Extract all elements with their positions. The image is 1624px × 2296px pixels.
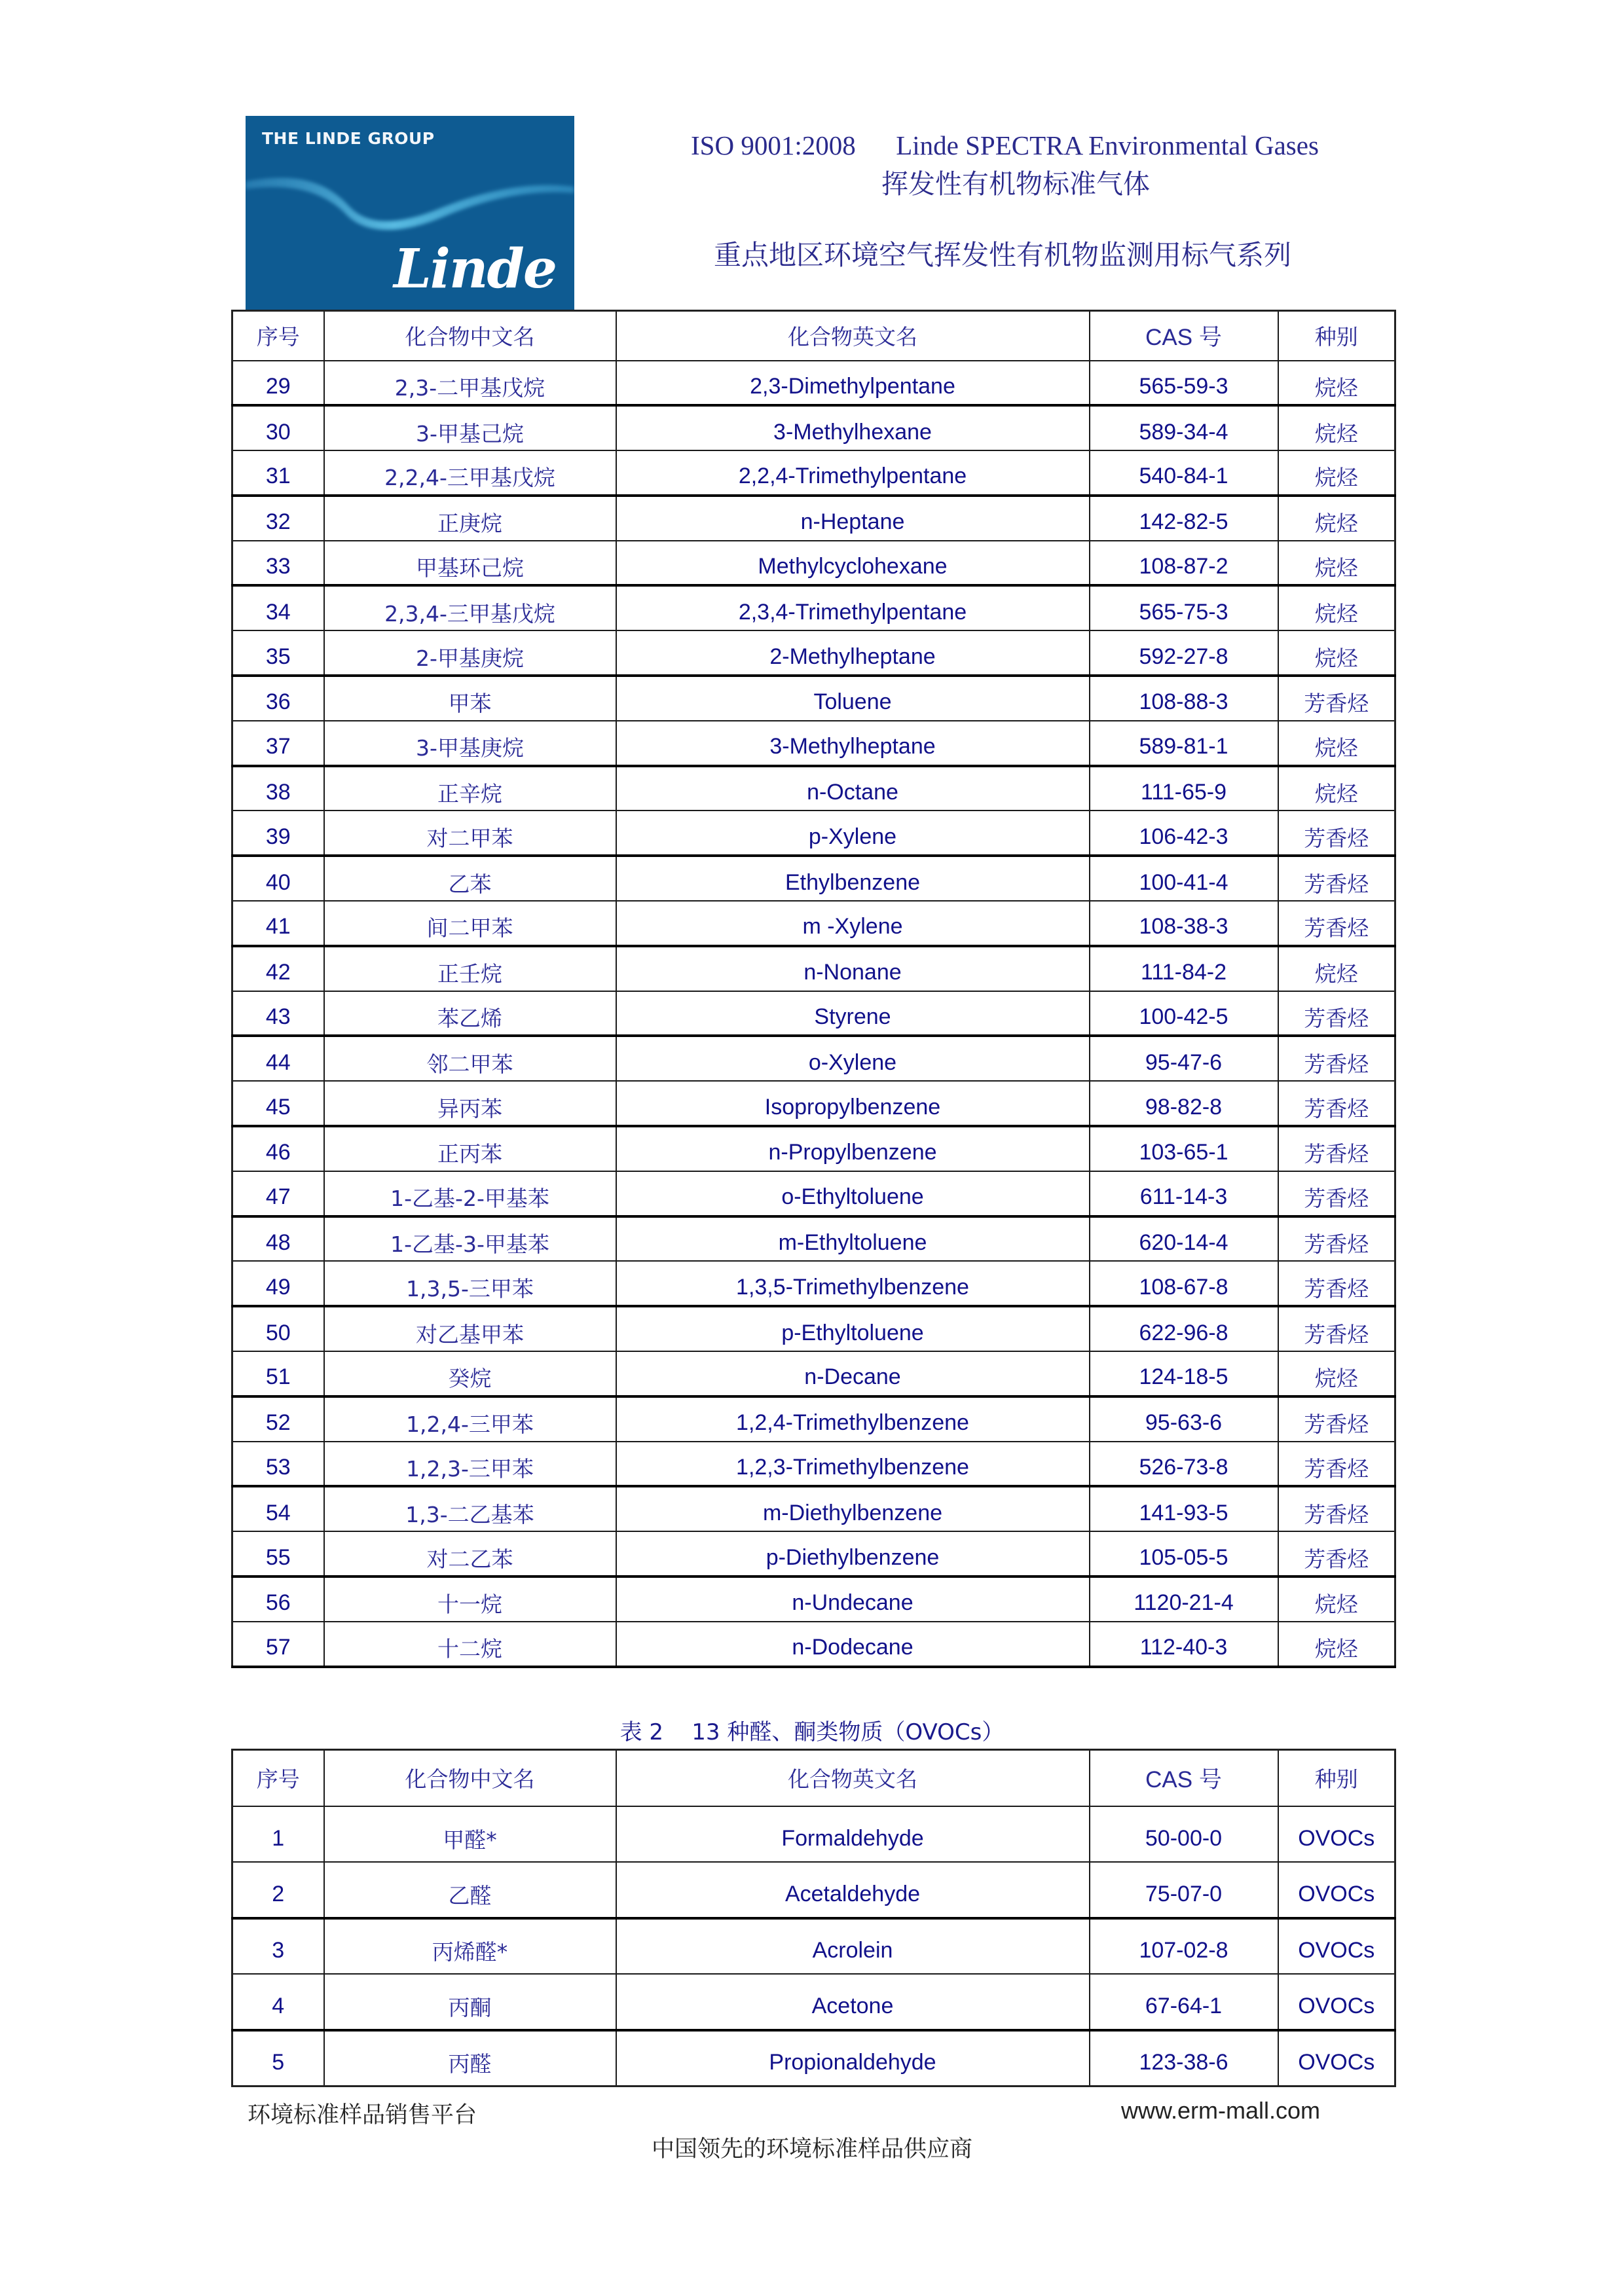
table-row: [232, 856, 1395, 901]
cell-english-name: Acetaldehyde: [616, 1862, 1090, 1918]
cell-number: 55: [232, 1531, 324, 1576]
cell-chinese-name: 丙醛: [324, 2030, 616, 2086]
column-header-no: 序号: [232, 1750, 324, 1806]
cell-number: 40: [232, 856, 324, 901]
cell-chinese-name: 乙醛: [324, 1862, 616, 1918]
cell-cas-number: 620-14-4: [1090, 1216, 1278, 1262]
cell-cas-number: 592-27-8: [1090, 630, 1278, 676]
cell-chinese-name: 2-甲基庚烷: [324, 630, 616, 676]
cell-chinese-name: 正辛烷: [324, 766, 616, 811]
table-row: [232, 1081, 1395, 1126]
cell-english-name: 2,2,4-Trimethylpentane: [616, 450, 1090, 496]
cell-category: 芳香烃: [1278, 811, 1395, 856]
footer-website-link[interactable]: www.erm-mall.com: [1121, 2097, 1321, 2124]
cell-number: 47: [232, 1171, 324, 1216]
cell-english-name: p-Xylene: [616, 811, 1090, 856]
cell-category: 烷烃: [1278, 1622, 1395, 1667]
table-row: [232, 496, 1395, 541]
cell-chinese-name: 2,2,4-三甲基戊烷: [324, 450, 616, 496]
cell-cas-number: 107-02-8: [1090, 1918, 1278, 1975]
cell-number: 46: [232, 1126, 324, 1171]
column-header-en-name: 化合物英文名: [616, 1750, 1090, 1806]
cell-chinese-name: 正庚烷: [324, 496, 616, 541]
cell-chinese-name: 1,2,3-三甲苯: [324, 1442, 616, 1487]
cell-chinese-name: 甲醛*: [324, 1806, 616, 1863]
cell-number: 32: [232, 496, 324, 541]
cell-cas-number: 526-73-8: [1090, 1442, 1278, 1487]
cell-category: 芳香烃: [1278, 1306, 1395, 1351]
cell-number: 33: [232, 541, 324, 586]
table-body: [232, 1806, 1395, 2086]
cell-category: OVOCs: [1278, 1974, 1395, 2030]
cell-number: 51: [232, 1351, 324, 1396]
column-header-en-name: 化合物英文名: [616, 311, 1090, 361]
cell-cas-number: 611-14-3: [1090, 1171, 1278, 1216]
cell-number: 41: [232, 901, 324, 946]
cell-category: 芳香烃: [1278, 1126, 1395, 1171]
cell-chinese-name: 正壬烷: [324, 946, 616, 991]
cell-english-name: p-Diethylbenzene: [616, 1531, 1090, 1576]
cell-number: 29: [232, 361, 324, 406]
cell-number: 49: [232, 1261, 324, 1306]
table-row: [232, 721, 1395, 766]
cell-english-name: 1,2,4-Trimethylbenzene: [616, 1396, 1090, 1442]
cell-category: 芳香烃: [1278, 856, 1395, 901]
cell-cas-number: 103-65-1: [1090, 1126, 1278, 1171]
cell-chinese-name: 癸烷: [324, 1351, 616, 1396]
cell-category: 烷烃: [1278, 1576, 1395, 1622]
compound-table-2: [231, 1749, 1396, 2087]
cell-english-name: Isopropylbenzene: [616, 1081, 1090, 1126]
cell-number: 39: [232, 811, 324, 856]
table-row: [232, 1306, 1395, 1351]
cell-cas-number: 589-34-4: [1090, 405, 1278, 450]
cell-chinese-name: 丙酮: [324, 1974, 616, 2030]
table-row: [232, 1171, 1395, 1216]
cell-chinese-name: 十一烷: [324, 1576, 616, 1622]
cell-english-name: Propionaldehyde: [616, 2030, 1090, 2086]
cell-cas-number: 142-82-5: [1090, 496, 1278, 541]
series-title: 重点地区环境空气挥发性有机物监测用标气系列: [714, 239, 1292, 271]
column-header-cn-name: 化合物中文名: [324, 311, 616, 361]
cell-cas-number: 75-07-0: [1090, 1862, 1278, 1918]
cell-chinese-name: 乙苯: [324, 856, 616, 901]
footer-platform-name: 环境标准样品销售平台: [248, 2102, 477, 2128]
cell-chinese-name: 1-乙基-2-甲基苯: [324, 1171, 616, 1216]
cell-english-name: 2-Methylheptane: [616, 630, 1090, 676]
table-row: [232, 405, 1395, 450]
cell-chinese-name: 对二乙苯: [324, 1531, 616, 1576]
cell-chinese-name: 丙烯醛*: [324, 1918, 616, 1975]
table-body: [232, 361, 1395, 1667]
cell-number: 5: [232, 2030, 324, 2086]
cell-category: 芳香烃: [1278, 1171, 1395, 1216]
table-row: [232, 1531, 1395, 1576]
table-2-caption: 表 2 13 种醛、酮类物质（OVOCs）: [619, 1719, 1005, 1745]
table-row: [232, 676, 1395, 721]
cell-category: OVOCs: [1278, 1862, 1395, 1918]
cell-cas-number: 95-47-6: [1090, 1036, 1278, 1081]
cell-category: 烷烃: [1278, 496, 1395, 541]
cell-cas-number: 111-84-2: [1090, 946, 1278, 991]
cell-cas-number: 98-82-8: [1090, 1081, 1278, 1126]
linde-brand-wordmark: Linde: [394, 238, 556, 301]
table-row: [232, 450, 1395, 496]
cell-cas-number: 141-93-5: [1090, 1486, 1278, 1531]
cell-chinese-name: 苯乙烯: [324, 991, 616, 1036]
cell-chinese-name: 对乙基甲苯: [324, 1306, 616, 1351]
cell-chinese-name: 十二烷: [324, 1622, 616, 1667]
cell-chinese-name: 异丙苯: [324, 1081, 616, 1126]
cell-category: 芳香烃: [1278, 991, 1395, 1036]
cell-category: 烷烃: [1278, 630, 1395, 676]
cell-category: 芳香烃: [1278, 1261, 1395, 1306]
cell-chinese-name: 1,3-二乙基苯: [324, 1486, 616, 1531]
footer-tagline: 中国领先的环境标准样品供应商: [651, 2136, 972, 2162]
cell-cas-number: 540-84-1: [1090, 450, 1278, 496]
cell-cas-number: 50-00-0: [1090, 1806, 1278, 1863]
cell-chinese-name: 2,3,4-三甲基戊烷: [324, 585, 616, 630]
table-row: [232, 1442, 1395, 1487]
product-subtitle: 挥发性有机物标准气体: [881, 168, 1150, 200]
cell-number: 34: [232, 585, 324, 630]
cell-category: 芳香烃: [1278, 1216, 1395, 1262]
cell-number: 45: [232, 1081, 324, 1126]
cell-english-name: m -Xylene: [616, 901, 1090, 946]
cell-chinese-name: 甲苯: [324, 676, 616, 721]
linde-group-text: THE LINDE GROUP: [262, 129, 435, 148]
cell-category: 烷烃: [1278, 721, 1395, 766]
cell-category: 芳香烃: [1278, 1036, 1395, 1081]
table-row: [232, 946, 1395, 991]
table-row: [232, 541, 1395, 586]
cell-category: 烷烃: [1278, 541, 1395, 586]
cell-english-name: Styrene: [616, 991, 1090, 1036]
cell-number: 1: [232, 1806, 324, 1863]
cell-english-name: m-Ethyltoluene: [616, 1216, 1090, 1262]
cell-number: 3: [232, 1918, 324, 1975]
column-header-cn-name: 化合物中文名: [324, 1750, 616, 1806]
cell-english-name: o-Xylene: [616, 1036, 1090, 1081]
cell-category: 芳香烃: [1278, 676, 1395, 721]
cell-english-name: 1,2,3-Trimethylbenzene: [616, 1442, 1090, 1487]
cell-cas-number: 108-88-3: [1090, 676, 1278, 721]
table-row: [232, 1126, 1395, 1171]
cell-number: 52: [232, 1396, 324, 1442]
compound-table-1: [231, 310, 1396, 1668]
cell-number: 43: [232, 991, 324, 1036]
table-row: [232, 766, 1395, 811]
table-row: [232, 1261, 1395, 1306]
cell-number: 37: [232, 721, 324, 766]
cell-category: 芳香烃: [1278, 1081, 1395, 1126]
cell-number: 57: [232, 1622, 324, 1667]
column-header-cas: CAS 号: [1090, 1750, 1278, 1806]
cell-number: 35: [232, 630, 324, 676]
cell-category: 芳香烃: [1278, 1486, 1395, 1531]
cell-english-name: Toluene: [616, 676, 1090, 721]
cell-chinese-name: 3-甲基己烷: [324, 405, 616, 450]
cell-english-name: Methylcyclohexane: [616, 541, 1090, 586]
iso-title-line: ISO 9001:2008 Linde SPECTRA Environmental Gases: [691, 130, 1319, 160]
cell-number: 44: [232, 1036, 324, 1081]
cell-chinese-name: 2,3-二甲基戊烷: [324, 361, 616, 406]
cell-english-name: 3-Methylheptane: [616, 721, 1090, 766]
cell-english-name: m-Diethylbenzene: [616, 1486, 1090, 1531]
cell-english-name: n-Heptane: [616, 496, 1090, 541]
cell-category: OVOCs: [1278, 1806, 1395, 1863]
table-row: [232, 1918, 1395, 1975]
cell-category: 烷烃: [1278, 450, 1395, 496]
cell-number: 53: [232, 1442, 324, 1487]
cell-cas-number: 108-87-2: [1090, 541, 1278, 586]
cell-english-name: n-Decane: [616, 1351, 1090, 1396]
cell-category: 芳香烃: [1278, 1442, 1395, 1487]
cell-chinese-name: 1-乙基-3-甲基苯: [324, 1216, 616, 1262]
cell-cas-number: 589-81-1: [1090, 721, 1278, 766]
table-row: [232, 630, 1395, 676]
table-row: [232, 1486, 1395, 1531]
cell-english-name: n-Dodecane: [616, 1622, 1090, 1667]
cell-english-name: Formaldehyde: [616, 1806, 1090, 1863]
cell-category: 烷烃: [1278, 946, 1395, 991]
table-row: [232, 811, 1395, 856]
cell-english-name: n-Octane: [616, 766, 1090, 811]
cell-english-name: 2,3,4-Trimethylpentane: [616, 585, 1090, 630]
column-header-type: 种别: [1278, 1750, 1395, 1806]
cell-number: 36: [232, 676, 324, 721]
table-row: [232, 901, 1395, 946]
cell-english-name: o-Ethyltoluene: [616, 1171, 1090, 1216]
column-header-cas: CAS 号: [1090, 311, 1278, 361]
cell-cas-number: 100-42-5: [1090, 991, 1278, 1036]
table-row: [232, 1862, 1395, 1918]
cell-chinese-name: 3-甲基庚烷: [324, 721, 616, 766]
cell-number: 48: [232, 1216, 324, 1262]
cell-cas-number: 565-59-3: [1090, 361, 1278, 406]
cell-chinese-name: 正丙苯: [324, 1126, 616, 1171]
cell-cas-number: 1120-21-4: [1090, 1576, 1278, 1622]
cell-category: 芳香烃: [1278, 1531, 1395, 1576]
table-row: [232, 2030, 1395, 2086]
cell-english-name: 3-Methylhexane: [616, 405, 1090, 450]
cell-english-name: n-Propylbenzene: [616, 1126, 1090, 1171]
cell-category: 芳香烃: [1278, 901, 1395, 946]
column-header-type: 种别: [1278, 311, 1395, 361]
cell-category: OVOCs: [1278, 2030, 1395, 2086]
table-header-row: [232, 1750, 1395, 1806]
cell-cas-number: 112-40-3: [1090, 1622, 1278, 1667]
cell-cas-number: 124-18-5: [1090, 1351, 1278, 1396]
table-row: [232, 1216, 1395, 1262]
cell-category: 烷烃: [1278, 1351, 1395, 1396]
cell-chinese-name: 对二甲苯: [324, 811, 616, 856]
cell-cas-number: 100-41-4: [1090, 856, 1278, 901]
table-row: [232, 361, 1395, 406]
table-row: [232, 1974, 1395, 2030]
cell-english-name: Acetone: [616, 1974, 1090, 2030]
cell-number: 4: [232, 1974, 324, 2030]
cell-cas-number: 565-75-3: [1090, 585, 1278, 630]
cell-cas-number: 108-67-8: [1090, 1261, 1278, 1306]
cell-chinese-name: 邻二甲苯: [324, 1036, 616, 1081]
cell-cas-number: 67-64-1: [1090, 1974, 1278, 2030]
table-row: [232, 1576, 1395, 1622]
cell-number: 56: [232, 1576, 324, 1622]
cell-cas-number: 95-63-6: [1090, 1396, 1278, 1442]
cell-english-name: n-Undecane: [616, 1576, 1090, 1622]
cell-chinese-name: 甲基环己烷: [324, 541, 616, 586]
cell-chinese-name: 间二甲苯: [324, 901, 616, 946]
cell-category: 烷烃: [1278, 361, 1395, 406]
cell-cas-number: 105-05-5: [1090, 1531, 1278, 1576]
cell-cas-number: 123-38-6: [1090, 2030, 1278, 2086]
column-header-no: 序号: [232, 311, 324, 361]
cell-english-name: 1,3,5-Trimethylbenzene: [616, 1261, 1090, 1306]
cell-chinese-name: 1,2,4-三甲苯: [324, 1396, 616, 1442]
cell-english-name: n-Nonane: [616, 946, 1090, 991]
cell-number: 50: [232, 1306, 324, 1351]
table-row: [232, 1351, 1395, 1396]
cell-number: 2: [232, 1862, 324, 1918]
cell-cas-number: 108-38-3: [1090, 901, 1278, 946]
cell-cas-number: 111-65-9: [1090, 766, 1278, 811]
cell-number: 31: [232, 450, 324, 496]
table-header-row: [232, 311, 1395, 361]
table-row: [232, 1036, 1395, 1081]
cell-cas-number: 622-96-8: [1090, 1306, 1278, 1351]
linde-logo: [246, 116, 574, 311]
table-row: [232, 1396, 1395, 1442]
cell-category: 烷烃: [1278, 585, 1395, 630]
cell-category: 芳香烃: [1278, 1396, 1395, 1442]
cell-category: 烷烃: [1278, 766, 1395, 811]
cell-english-name: Acrolein: [616, 1918, 1090, 1975]
cell-english-name: Ethylbenzene: [616, 856, 1090, 901]
cell-category: OVOCs: [1278, 1918, 1395, 1975]
cell-cas-number: 106-42-3: [1090, 811, 1278, 856]
cell-chinese-name: 1,3,5-三甲苯: [324, 1261, 616, 1306]
cell-number: 54: [232, 1486, 324, 1531]
cell-number: 42: [232, 946, 324, 991]
cell-number: 38: [232, 766, 324, 811]
table-row: [232, 1622, 1395, 1667]
cell-english-name: 2,3-Dimethylpentane: [616, 361, 1090, 406]
table-row: [232, 1806, 1395, 1863]
cell-category: 烷烃: [1278, 405, 1395, 450]
table-row: [232, 585, 1395, 630]
cell-english-name: p-Ethyltoluene: [616, 1306, 1090, 1351]
cell-number: 30: [232, 405, 324, 450]
table-row: [232, 991, 1395, 1036]
